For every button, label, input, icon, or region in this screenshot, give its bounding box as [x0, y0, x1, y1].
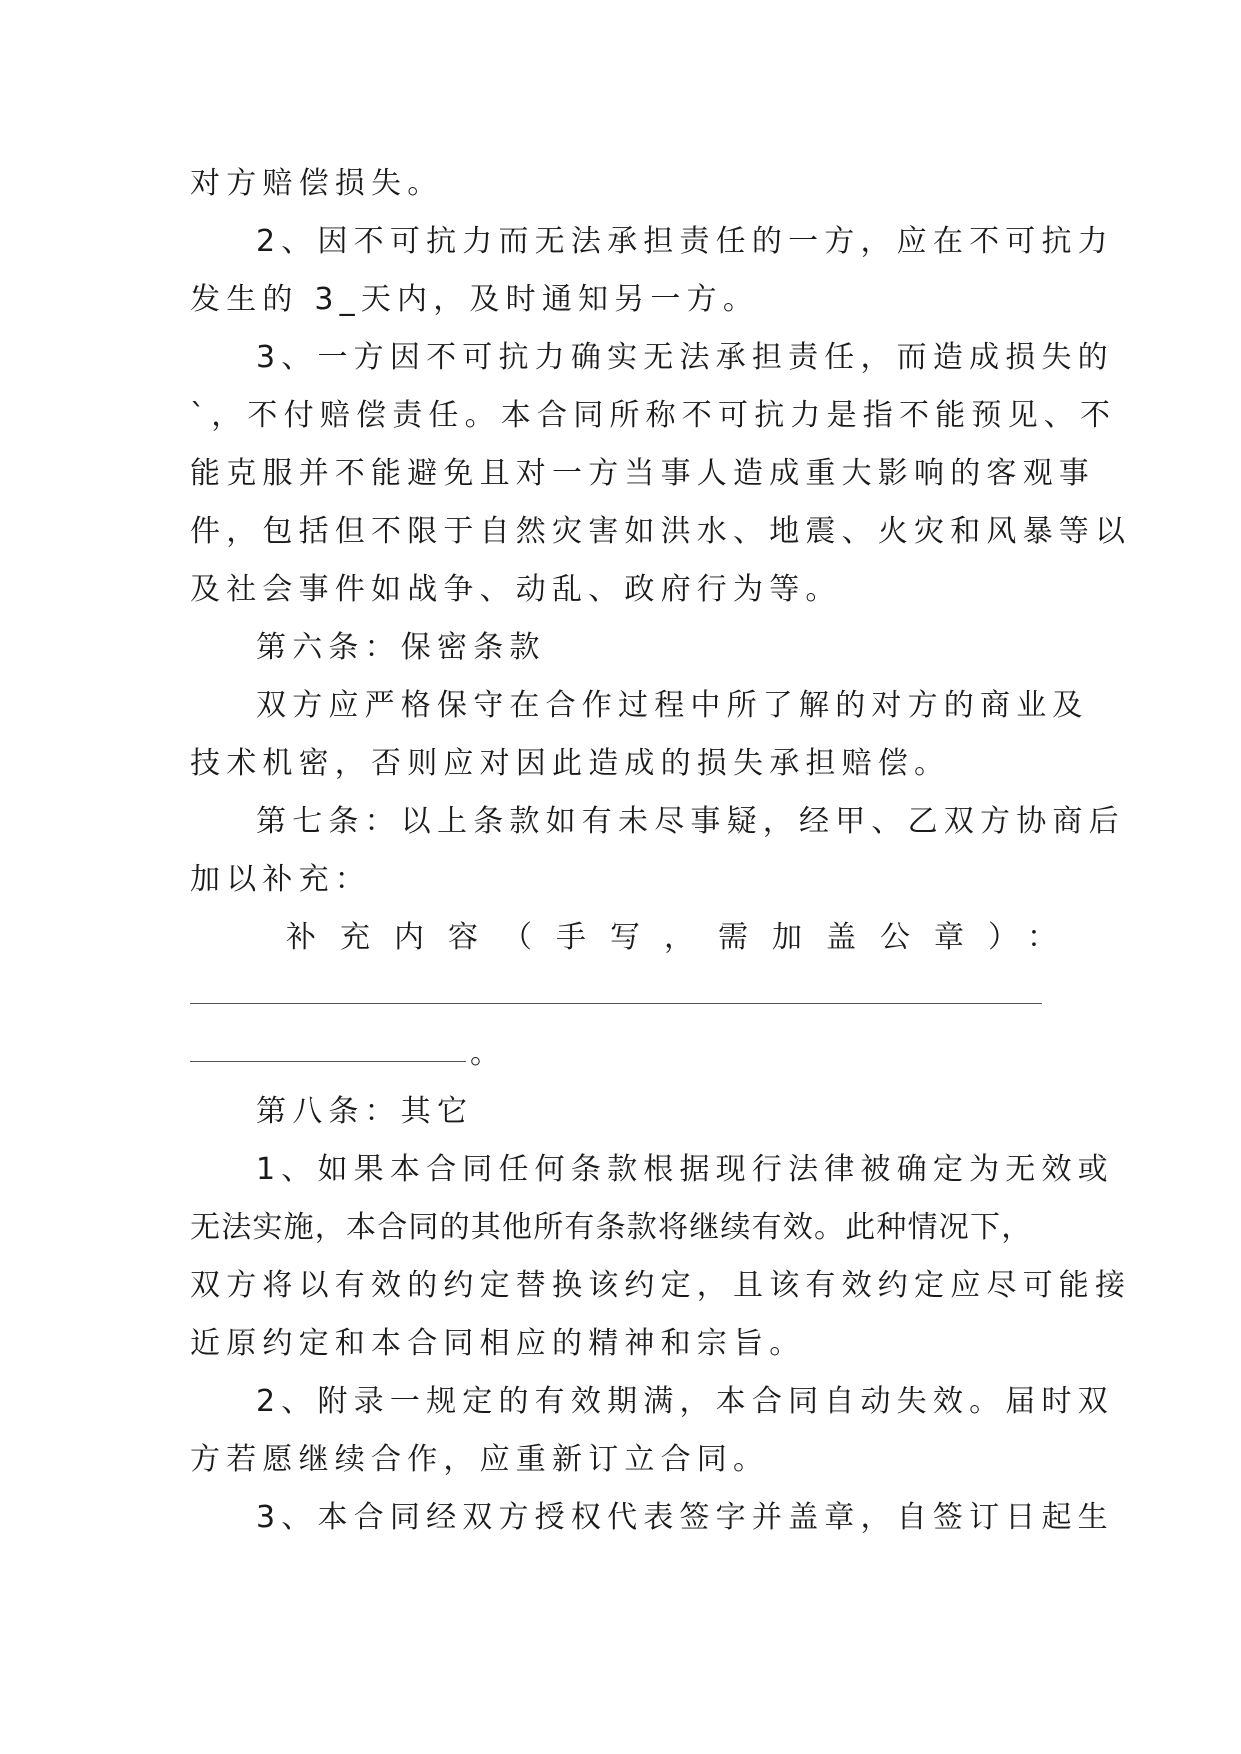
- text-line: 无法实施，本合同的其他所有条款将继续有效。此种情况下，: [190, 1210, 1033, 1245]
- blank-rule: [190, 1061, 466, 1062]
- text-line: 能克服并不能避免且对一方当事人造成重大影响的客观事: [190, 456, 1095, 491]
- text-line: 3、本合同经双方授权代表签字并盖章，自签订日起生: [256, 1500, 1114, 1535]
- blank-end-mark: 。: [470, 1036, 500, 1071]
- text-line: 对方赔偿损失。: [190, 166, 444, 201]
- supplement-blank-1: [190, 967, 1060, 1025]
- section-heading-8: 第八条：其它: [256, 1094, 474, 1129]
- text-line: `，不付赔偿责任。本合同所称不可抗力是指不能预见、不: [190, 398, 1117, 433]
- text-line: 技术机密，否则应对因此造成的损失承担赔偿。: [190, 746, 951, 781]
- section-heading-7: 第七条：以上条款如有未尽事疑，经甲、乙双方协商后: [256, 804, 1125, 839]
- text-line: 2、因不可抗力而无法承担责任的一方，应在不可抗力: [256, 224, 1114, 259]
- text-line: 1、如果本合同任何条款根据现行法律被确定为无效或: [256, 1152, 1114, 1187]
- blank-rule: [190, 1003, 1042, 1004]
- supplement-blank-2: [190, 1025, 1060, 1083]
- section-heading-6: 第六条：保密条款: [256, 630, 546, 665]
- text-line: 3、一方因不可抗力确实无法承担责任，而造成损失的: [256, 340, 1114, 375]
- text-line: 发生的 3_天内，及时通知另一方。: [190, 282, 760, 317]
- text-line: 方若愿继续合作，应重新订立合同。: [190, 1442, 770, 1477]
- text-line: 2、附录一规定的有效期满，本合同自动失效。届时双: [256, 1384, 1114, 1419]
- text-line: 加以补充：: [190, 862, 371, 897]
- text-line: 双方将以有效的约定替换该约定，且该有效约定应尽可能接: [190, 1268, 1132, 1303]
- document-body: [190, 155, 1132, 1547]
- text-line: 及社会事件如战争、动乱、政府行为等。: [190, 572, 842, 607]
- supplement-label: 补充内容（手写，需加盖公章）：: [286, 920, 1081, 955]
- text-line: 双方应严格保守在合作过程中所了解的对方的商业及: [256, 688, 1089, 723]
- text-line: 近原约定和本合同相应的精神和宗旨。: [190, 1326, 806, 1361]
- text-line: 件，包括但不限于自然灾害如洪水、地震、火灾和风暴等以: [190, 514, 1132, 549]
